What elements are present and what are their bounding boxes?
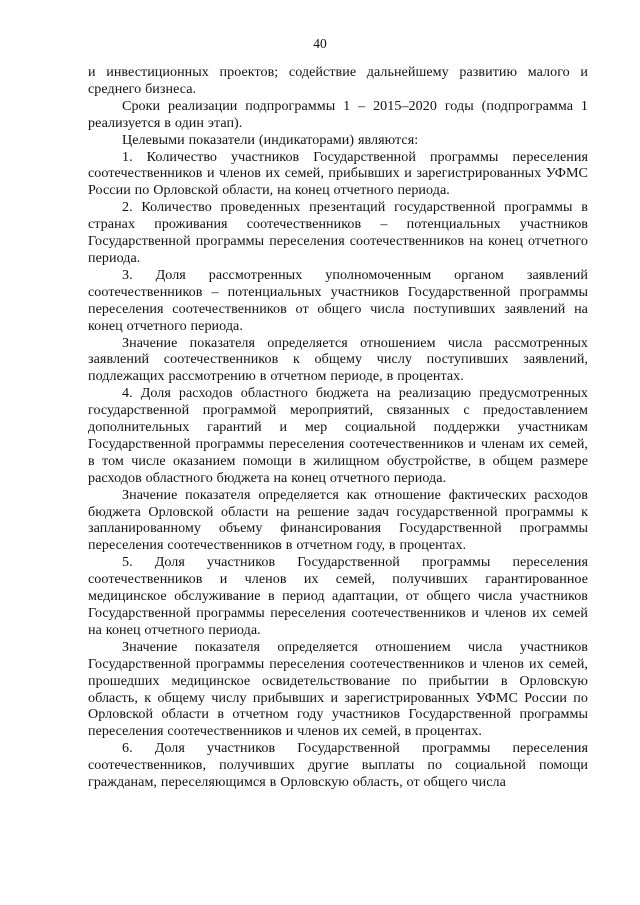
indicator-item-2: 2. Количество проведенных презентаций государственной программы в странах проживания соотечественников – потенциальных участников Государственной программы переселения соотечественников на конец отчетного периода.	[88, 199, 588, 266]
page-number: 40	[313, 36, 327, 51]
indicator-item-4: 4. Доля расходов областного бюджета на реализацию предусмотренных государственной программой мероприятий, связанных с предоставлением дополнительных гарантий и мер социальной поддержки участникам Государственной программы переселения соотечественников и членам их семей, в том числе оказанием помощи в жилищном обустройстве, в общем размере расходов областного бюджета на конец отчетного периода.	[88, 385, 588, 486]
paragraph-indicators-intro: Целевыми показатели (индикаторами) являются:	[122, 131, 419, 148]
paragraph-implementation-period: Сроки реализации подпрограммы 1 – 2015–2020 годы (подпрограмма 1 реализуется в один этап).	[88, 97, 588, 131]
indicator-4-explanation: Значение показателя определяется как отношение фактических расходов бюджета Орловской области на решение задач государственной программы к запланированному объему финансирования Государственной программы переселения соотечественников в отчетном году, в процентах.	[88, 486, 588, 554]
indicator-item-1: 1. Количество участников Государственной программы переселения соотечественников и членов их семей, прибывших и зарегистрированных УФМС России по Орловской области, на конец отчетного периода.	[88, 148, 588, 199]
document-body	[88, 64, 588, 791]
indicator-3-explanation: Значение показателя определяется отношением числа рассмотренных заявлений соотечественников к общему числу поступивших заявлений, подлежащих рассмотрению в отчетном периоде, в процентах.	[88, 334, 588, 385]
paragraph-continuation: и инвестиционных проектов; содействие дальнейшему развитию малого и среднего бизнеса.	[88, 64, 588, 97]
indicator-5-explanation: Значение показателя определяется отношением числа участников Государственной программы переселения соотечественников и членов их семей, прошедших медицинское освидетельствование по прибытии в Орловскую область, к общему числу прибывших и зарегистрированных УФМС России по Орловской области в отчетном году участников Государственной программы переселения соотечественников и членов их семей, в процентах.	[88, 638, 588, 740]
indicator-item-6: 6. Доля участников Государственной программы переселения соотечественников, получивших другие выплаты по социальной помощи гражданам, переселяющимся в Орловскую область, от общего числа	[88, 740, 588, 791]
indicator-item-5: 5. Доля участников Государственной программы переселения соотечественников и членов их семей, получивших гарантированное медицинское обслуживание в период адаптации, от общего числа участников Государственной программы переселения соотечественников и членов их семей на конец отчетного периода.	[88, 554, 588, 638]
indicator-item-3: 3. Доля рассмотренных уполномоченным органом заявлений соотечественников – потенциальных участников Государственной программы переселения соотечественников от общего числа поступивших заявлений на конец отчетного периода.	[88, 266, 588, 334]
